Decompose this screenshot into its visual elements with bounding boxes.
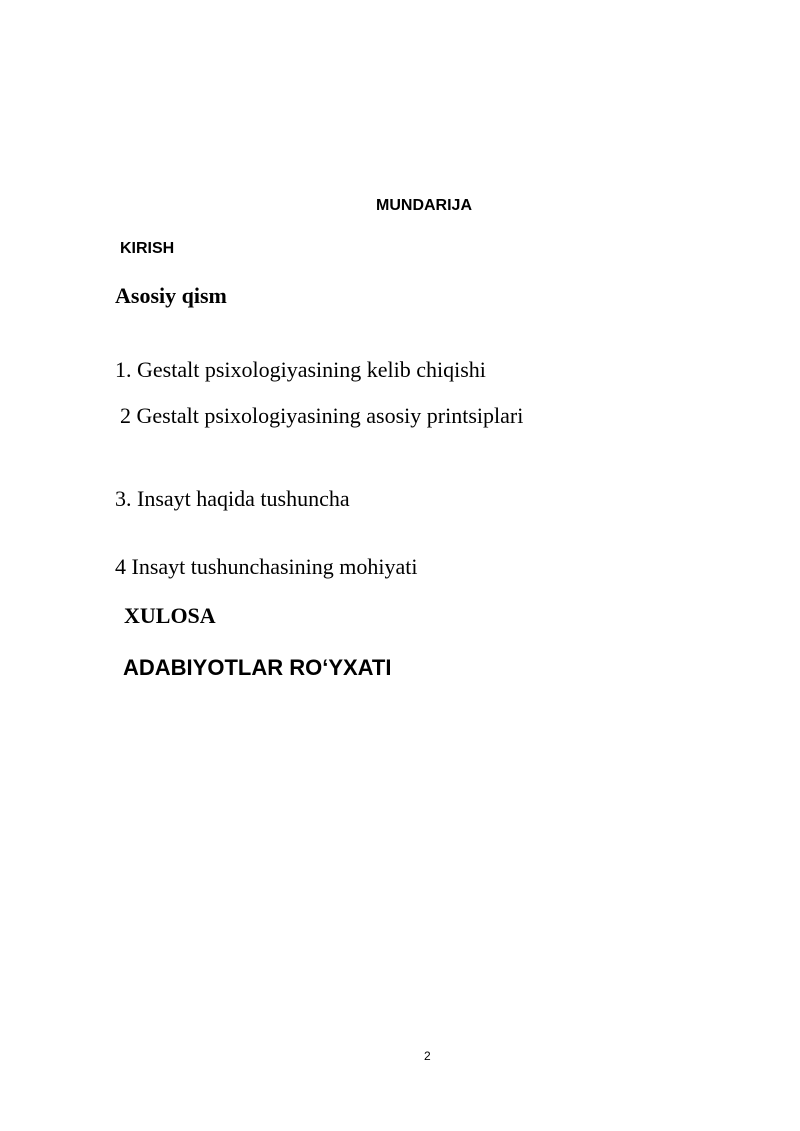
toc-item: 1. Gestalt psixologiyasining kelib chiqishi xyxy=(115,357,486,382)
toc-title: MUNDARIJA xyxy=(376,197,472,214)
toc-item: 4 Insayt tushunchasining mohiyati xyxy=(115,554,418,579)
toc-introduction: KIRISH xyxy=(120,240,175,257)
toc-item: 2 Gestalt psixologiyasining asosiy printsiplari xyxy=(120,403,524,428)
toc-bibliography: ADABIYOTLAR RO‘YXATI xyxy=(123,655,392,680)
toc-item: 3. Insayt haqida tushuncha xyxy=(115,486,350,511)
toc-conclusion: XULOSA xyxy=(124,603,216,628)
toc-main-part-heading: Asosiy qism xyxy=(115,283,227,308)
page-number: 2 xyxy=(424,1049,431,1063)
